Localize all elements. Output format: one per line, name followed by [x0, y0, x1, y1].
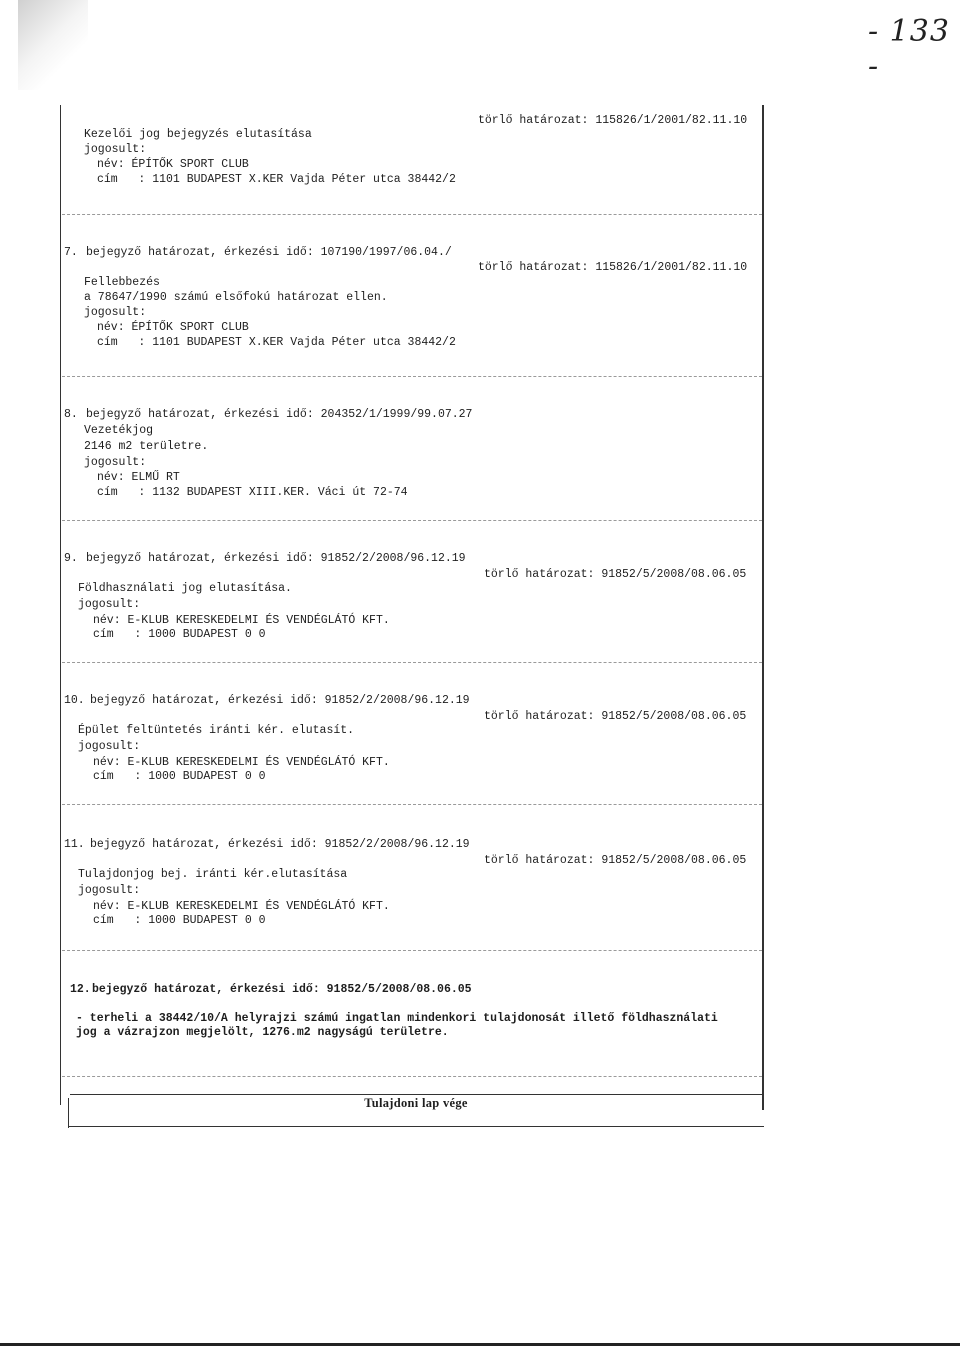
entry-header: bejegyző határozat, érkezési idő: 91852/2/2008/96.12.19 [86, 552, 466, 565]
scan-edge [0, 1343, 960, 1346]
entry-title: Tulajdonjog bej. iránti kér.elutasítása [78, 868, 348, 881]
deletion-decision: törlő határozat: 91852/5/2008/08.06.05 [484, 568, 747, 581]
entitled-address: cím : 1101 BUDAPEST X.KER Vajda Péter utca 38442/2 [97, 173, 456, 186]
footer-box [70, 1094, 762, 1113]
document-frame-left-lower [68, 1098, 69, 1128]
entry-number: 10. [64, 694, 85, 707]
separator [62, 520, 762, 521]
document-frame-left [60, 105, 61, 1105]
entry-number: 11. [64, 838, 85, 851]
entitled-label: jogosult: [84, 143, 147, 156]
entry-text-line-1: - terheli a 38442/10/A helyrajzi számú ingatlan mindenkori tulajdonosát illető földhasználati [76, 1012, 718, 1025]
entry-title-detail: a 78647/1990 számú elsőfokú határozat ellen. [84, 291, 388, 304]
entry-title-detail: 2146 m2 területre. [84, 440, 209, 453]
entry-header: bejegyző határozat, érkezési idő: 91852/2/2008/96.12.19 [90, 838, 470, 851]
deletion-decision: törlő határozat: 115826/1/2001/82.11.10 [478, 114, 748, 127]
entry-header: bejegyző határozat, érkezési idő: 91852/5/2008/08.06.05 [92, 983, 472, 996]
entry-title: Épület feltüntetés iránti kér. elutasít. [78, 724, 355, 737]
entry-title: Fellebbezés [84, 276, 160, 289]
entitled-address: cím : 1000 BUDAPEST 0 0 [93, 628, 266, 641]
entitled-label: jogosult: [78, 598, 141, 611]
entitled-name: név: ÉPÍTŐK SPORT CLUB [97, 158, 249, 171]
entry-number: 9. [64, 552, 78, 565]
entitled-name: név: E-KLUB KERESKEDELMI ÉS VENDÉGLÁTÓ KFT. [93, 614, 390, 627]
scan-artifact [18, 0, 88, 90]
document-frame-right [762, 105, 764, 1110]
entry-number: 8. [64, 408, 78, 421]
entitled-label: jogosult: [78, 884, 141, 897]
entitled-name: név: E-KLUB KERESKEDELMI ÉS VENDÉGLÁTÓ KFT. [93, 900, 390, 913]
deletion-decision: törlő határozat: 115826/1/2001/82.11.10 [478, 261, 748, 274]
entry-header: bejegyző határozat, érkezési idő: 107190/1997/06.04./ [86, 246, 452, 259]
entitled-label: jogosult: [84, 456, 147, 469]
end-of-title-deed-label: Tulajdoni lap vége [364, 1096, 468, 1110]
separator [62, 804, 762, 805]
entry-number: 7. [64, 246, 78, 259]
entitled-address: cím : 1000 BUDAPEST 0 0 [93, 914, 266, 927]
entitled-name: név: ÉPÍTŐK SPORT CLUB [97, 321, 249, 334]
entry-title: Földhasználati jog elutasítása. [78, 582, 292, 595]
separator [62, 662, 762, 663]
entitled-name: név: E-KLUB KERESKEDELMI ÉS VENDÉGLÁTÓ KFT. [93, 756, 390, 769]
deletion-decision: törlő határozat: 91852/5/2008/08.06.05 [484, 854, 747, 867]
entitled-address: cím : 1000 BUDAPEST 0 0 [93, 770, 266, 783]
separator [62, 376, 762, 377]
handwritten-page-number: - 133 - [868, 14, 950, 84]
entry-number: 12. [70, 983, 91, 996]
entry-header: bejegyző határozat, érkezési idő: 91852/2/2008/96.12.19 [90, 694, 470, 707]
entitled-address: cím : 1101 BUDAPEST X.KER Vajda Péter utca 38442/2 [97, 336, 456, 349]
entry-title: Vezetékjog [84, 424, 154, 437]
separator [62, 950, 762, 951]
separator [62, 1076, 762, 1077]
entry-header: bejegyző határozat, érkezési idő: 204352/1/1999/99.07.27 [86, 408, 473, 421]
separator [62, 214, 762, 215]
entry-title: Kezelői jog bejegyzés elutasítása [84, 128, 312, 141]
entitled-label: jogosult: [84, 306, 147, 319]
document-frame-bottom [68, 1126, 764, 1127]
entry-text-line-2: jog a vázrajzon megjelölt, 1276.m2 nagyságú területre. [76, 1026, 449, 1039]
deletion-decision: törlő határozat: 91852/5/2008/08.06.05 [484, 710, 747, 723]
entitled-address: cím : 1132 BUDAPEST XIII.KER. Váci út 72-74 [97, 486, 408, 499]
entitled-label: jogosult: [78, 740, 141, 753]
entitled-name: név: ELMŰ RT [97, 471, 180, 484]
